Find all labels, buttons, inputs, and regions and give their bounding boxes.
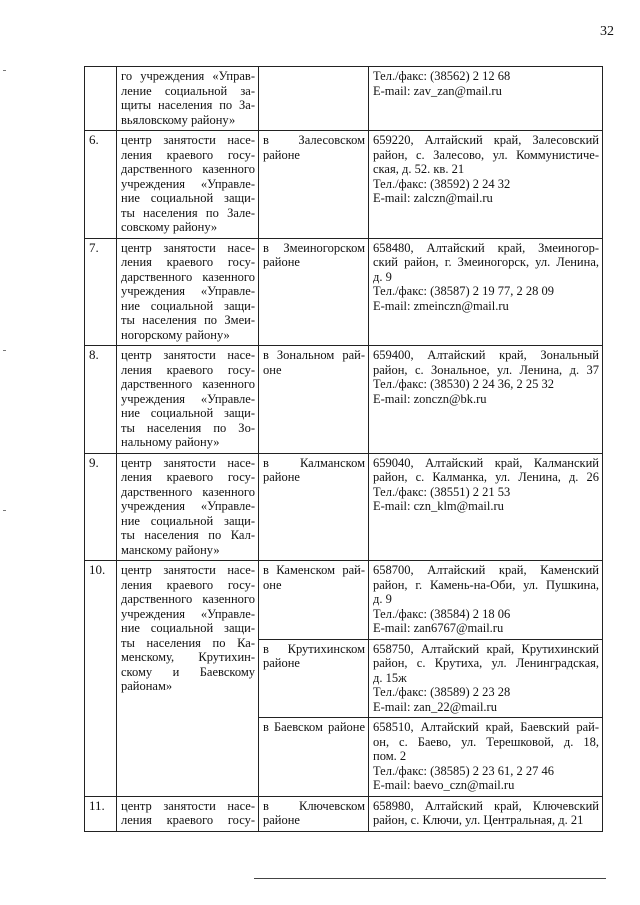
text-line: д. 9 bbox=[373, 269, 392, 284]
institution-name bbox=[117, 561, 259, 797]
text-line: в Баевском районе bbox=[263, 720, 365, 734]
text-line: район, с. Калманка, ул. Ленина, д. 26 bbox=[373, 470, 599, 484]
district-cell bbox=[259, 346, 369, 454]
address-cell bbox=[369, 796, 603, 831]
row-number bbox=[85, 67, 117, 131]
row-number: 8. bbox=[85, 346, 117, 454]
row-number: 9. bbox=[85, 453, 117, 561]
address-cell bbox=[369, 561, 603, 640]
text-line: дарственного казенного bbox=[121, 592, 255, 606]
email-line: E-mail: czn_klm@mail.ru bbox=[373, 499, 504, 513]
table-row bbox=[85, 346, 603, 454]
address-cell bbox=[369, 131, 603, 239]
institution-name bbox=[117, 238, 259, 346]
text-line: пом. 2 bbox=[373, 749, 407, 763]
text-line: районе bbox=[263, 813, 300, 827]
district-cell bbox=[259, 796, 369, 831]
phone-line: Тел./факс: (38592) 2 24 32 bbox=[373, 176, 511, 191]
text-line: нальному району» bbox=[121, 435, 220, 449]
text-line: д. 15ж bbox=[373, 670, 407, 685]
text-line: ления краевого госу- bbox=[121, 147, 255, 162]
text-line: ние социальной защи- bbox=[121, 621, 255, 635]
text-line: ления краевого госу- bbox=[121, 470, 255, 484]
institution-name bbox=[117, 131, 259, 239]
address-cell bbox=[369, 238, 603, 346]
row-number: 6. bbox=[85, 131, 117, 239]
phone-line: Тел./факс: (38589) 2 23 28 bbox=[373, 685, 511, 699]
text-line: учреждения «Управле- bbox=[121, 176, 255, 191]
row-number: 10. bbox=[85, 561, 117, 797]
text-line: районе bbox=[263, 656, 300, 670]
email-line: E-mail: zan_22@mail.ru bbox=[373, 699, 497, 714]
scan-artifact bbox=[3, 70, 6, 71]
text-line: ты населения по Ка- bbox=[121, 635, 255, 650]
text-line: ления краевого госу- bbox=[121, 255, 255, 269]
district-cell bbox=[259, 453, 369, 561]
district-cell bbox=[259, 67, 369, 131]
phone-line: Тел./факс: (38530) 2 24 36, 2 25 32 bbox=[373, 377, 555, 391]
text-line: 659220, Алтайский край, Залесовский bbox=[373, 133, 599, 147]
email-line: E-mail: zav_zan@mail.ru bbox=[373, 83, 502, 98]
text-line: д. 9 bbox=[373, 592, 392, 606]
address-cell bbox=[369, 346, 603, 454]
phone-line: Тел./факс: (38585) 2 23 61, 2 27 46 bbox=[373, 763, 555, 778]
text-line: щиты населения по За- bbox=[121, 98, 255, 112]
email-line: E-mail: baevo_czn@mail.ru bbox=[373, 778, 515, 792]
text-line: скому и Баевскому bbox=[121, 664, 255, 679]
text-line: районе bbox=[263, 255, 300, 269]
text-line: район, с. Ключи, ул. Центральная, д. 21 bbox=[373, 813, 584, 827]
address-cell bbox=[369, 718, 603, 797]
text-line: 658700, Алтайский край, Каменский bbox=[373, 563, 599, 577]
address-cell bbox=[369, 453, 603, 561]
text-line: в Ключевском bbox=[263, 798, 365, 813]
text-line: районе bbox=[263, 470, 300, 484]
address-cell bbox=[369, 67, 603, 131]
text-line: районам» bbox=[121, 679, 173, 693]
text-line: 658480, Алтайский край, Змеиногор- bbox=[373, 240, 599, 255]
table-row bbox=[85, 131, 603, 239]
text-line: вьяловскому району» bbox=[121, 112, 236, 127]
email-line: E-mail: zonczn@bk.ru bbox=[373, 391, 487, 406]
table-row bbox=[85, 796, 603, 831]
text-line: го учреждения «Управ- bbox=[121, 69, 255, 83]
text-line: 658980, Алтайский край, Ключевский bbox=[373, 798, 599, 813]
table-row bbox=[85, 67, 603, 131]
district-cell bbox=[259, 718, 369, 797]
text-line: ние социальной защи- bbox=[121, 191, 255, 205]
table-row bbox=[85, 238, 603, 346]
district-cell bbox=[259, 238, 369, 346]
page-number: 32 bbox=[600, 24, 614, 39]
text-line: район, с. Крутиха, ул. Ленинградская, bbox=[373, 656, 599, 670]
row-number: 7. bbox=[85, 238, 117, 346]
text-line: в Калманском bbox=[263, 455, 365, 470]
text-line: менскому, Крутихин- bbox=[121, 650, 255, 664]
text-line: дарственного казенного bbox=[121, 269, 255, 284]
phone-line: Тел./факс: (38587) 2 19 77, 2 28 09 bbox=[373, 284, 555, 298]
text-line: оне bbox=[263, 577, 282, 592]
institution-name bbox=[117, 67, 259, 131]
text-line: учреждения «Управле- bbox=[121, 284, 255, 298]
text-line: ление социальной за- bbox=[121, 83, 255, 98]
text-line: ногорскому району» bbox=[121, 327, 230, 342]
text-line: в Каменском рай- bbox=[263, 563, 365, 577]
text-line: ления краевого госу- bbox=[121, 577, 255, 592]
district-cell bbox=[259, 561, 369, 640]
text-line: ты населения по Зале- bbox=[121, 205, 255, 220]
text-line: ления краевого госу- bbox=[121, 813, 255, 827]
district-cell bbox=[259, 131, 369, 239]
text-line: манскому району» bbox=[121, 542, 220, 557]
text-line: дарственного казенного bbox=[121, 162, 255, 176]
text-line: район, с. Залесово, ул. Коммунистиче- bbox=[373, 147, 599, 162]
scan-artifact bbox=[3, 350, 6, 351]
text-line: он, с. Баево, ул. Терешковой, д. 18, bbox=[373, 734, 599, 749]
text-line: район, с. Зональное, ул. Ленина, д. 37 bbox=[373, 362, 599, 377]
text-line: центр занятости насе- bbox=[121, 133, 255, 147]
employment-centers-table bbox=[84, 66, 603, 832]
text-line: дарственного казенного bbox=[121, 484, 255, 499]
text-line: ления краевого госу- bbox=[121, 362, 255, 377]
text-line: оне bbox=[263, 362, 282, 377]
text-line: ская, д. 52. кв. 21 bbox=[373, 162, 465, 176]
text-line: учреждения «Управле- bbox=[121, 391, 255, 406]
text-line: центр занятости насе- bbox=[121, 563, 255, 577]
text-line: ты населения по Кал- bbox=[121, 528, 255, 542]
text-line: дарственного казенного bbox=[121, 377, 255, 391]
text-line: 658510, Алтайский край, Баевский рай- bbox=[373, 720, 599, 734]
text-line: ты населения по Змеи- bbox=[121, 313, 255, 327]
text-line: районе bbox=[263, 147, 300, 162]
text-line: учреждения «Управле- bbox=[121, 499, 255, 513]
scan-artifact bbox=[3, 510, 6, 511]
text-line: ние социальной защи- bbox=[121, 406, 255, 420]
text-line: ты населения по Зо- bbox=[121, 420, 255, 435]
text-line: в Крутихинском bbox=[263, 641, 365, 656]
phone-line: Тел./факс: (38562) 2 12 68 bbox=[373, 69, 511, 83]
text-line: в Залесовском bbox=[263, 133, 365, 147]
email-line: E-mail: zan6767@mail.ru bbox=[373, 621, 504, 635]
text-line: центр занятости насе- bbox=[121, 455, 255, 470]
email-line: E-mail: zalczn@mail.ru bbox=[373, 191, 493, 205]
address-cell bbox=[369, 639, 603, 718]
text-line: центр занятости насе- bbox=[121, 240, 255, 255]
text-line: ние социальной защи- bbox=[121, 513, 255, 528]
text-line: центр занятости насе- bbox=[121, 798, 255, 813]
phone-line: Тел./факс: (38584) 2 18 06 bbox=[373, 606, 511, 621]
text-line: ние социальной защи- bbox=[121, 298, 255, 313]
text-line: в Зональном рай- bbox=[263, 348, 365, 362]
institution-name bbox=[117, 796, 259, 831]
district-cell bbox=[259, 639, 369, 718]
text-line: 658750, Алтайский край, Крутихинский bbox=[373, 641, 599, 656]
text-line: центр занятости насе- bbox=[121, 348, 255, 362]
phone-line: Тел./факс: (38551) 2 21 53 bbox=[373, 484, 511, 499]
text-line: в Змеиногорском bbox=[263, 240, 365, 255]
text-line: 659400, Алтайский край, Зональный bbox=[373, 348, 599, 362]
institution-name bbox=[117, 453, 259, 561]
text-line: ский район, г. Змеиногорск, ул. Ленина, bbox=[373, 255, 599, 269]
text-line: совскому району» bbox=[121, 220, 218, 234]
row-number: 11. bbox=[85, 796, 117, 831]
institution-name bbox=[117, 346, 259, 454]
footer-rule bbox=[254, 878, 606, 879]
text-line: район, г. Камень-на-Оби, ул. Пушкина, bbox=[373, 577, 599, 592]
table-row bbox=[85, 561, 603, 640]
text-line: учреждения «Управле- bbox=[121, 606, 255, 621]
table-row bbox=[85, 453, 603, 561]
text-line: 659040, Алтайский край, Калманский bbox=[373, 455, 599, 470]
email-line: E-mail: zmeinczn@mail.ru bbox=[373, 298, 509, 313]
